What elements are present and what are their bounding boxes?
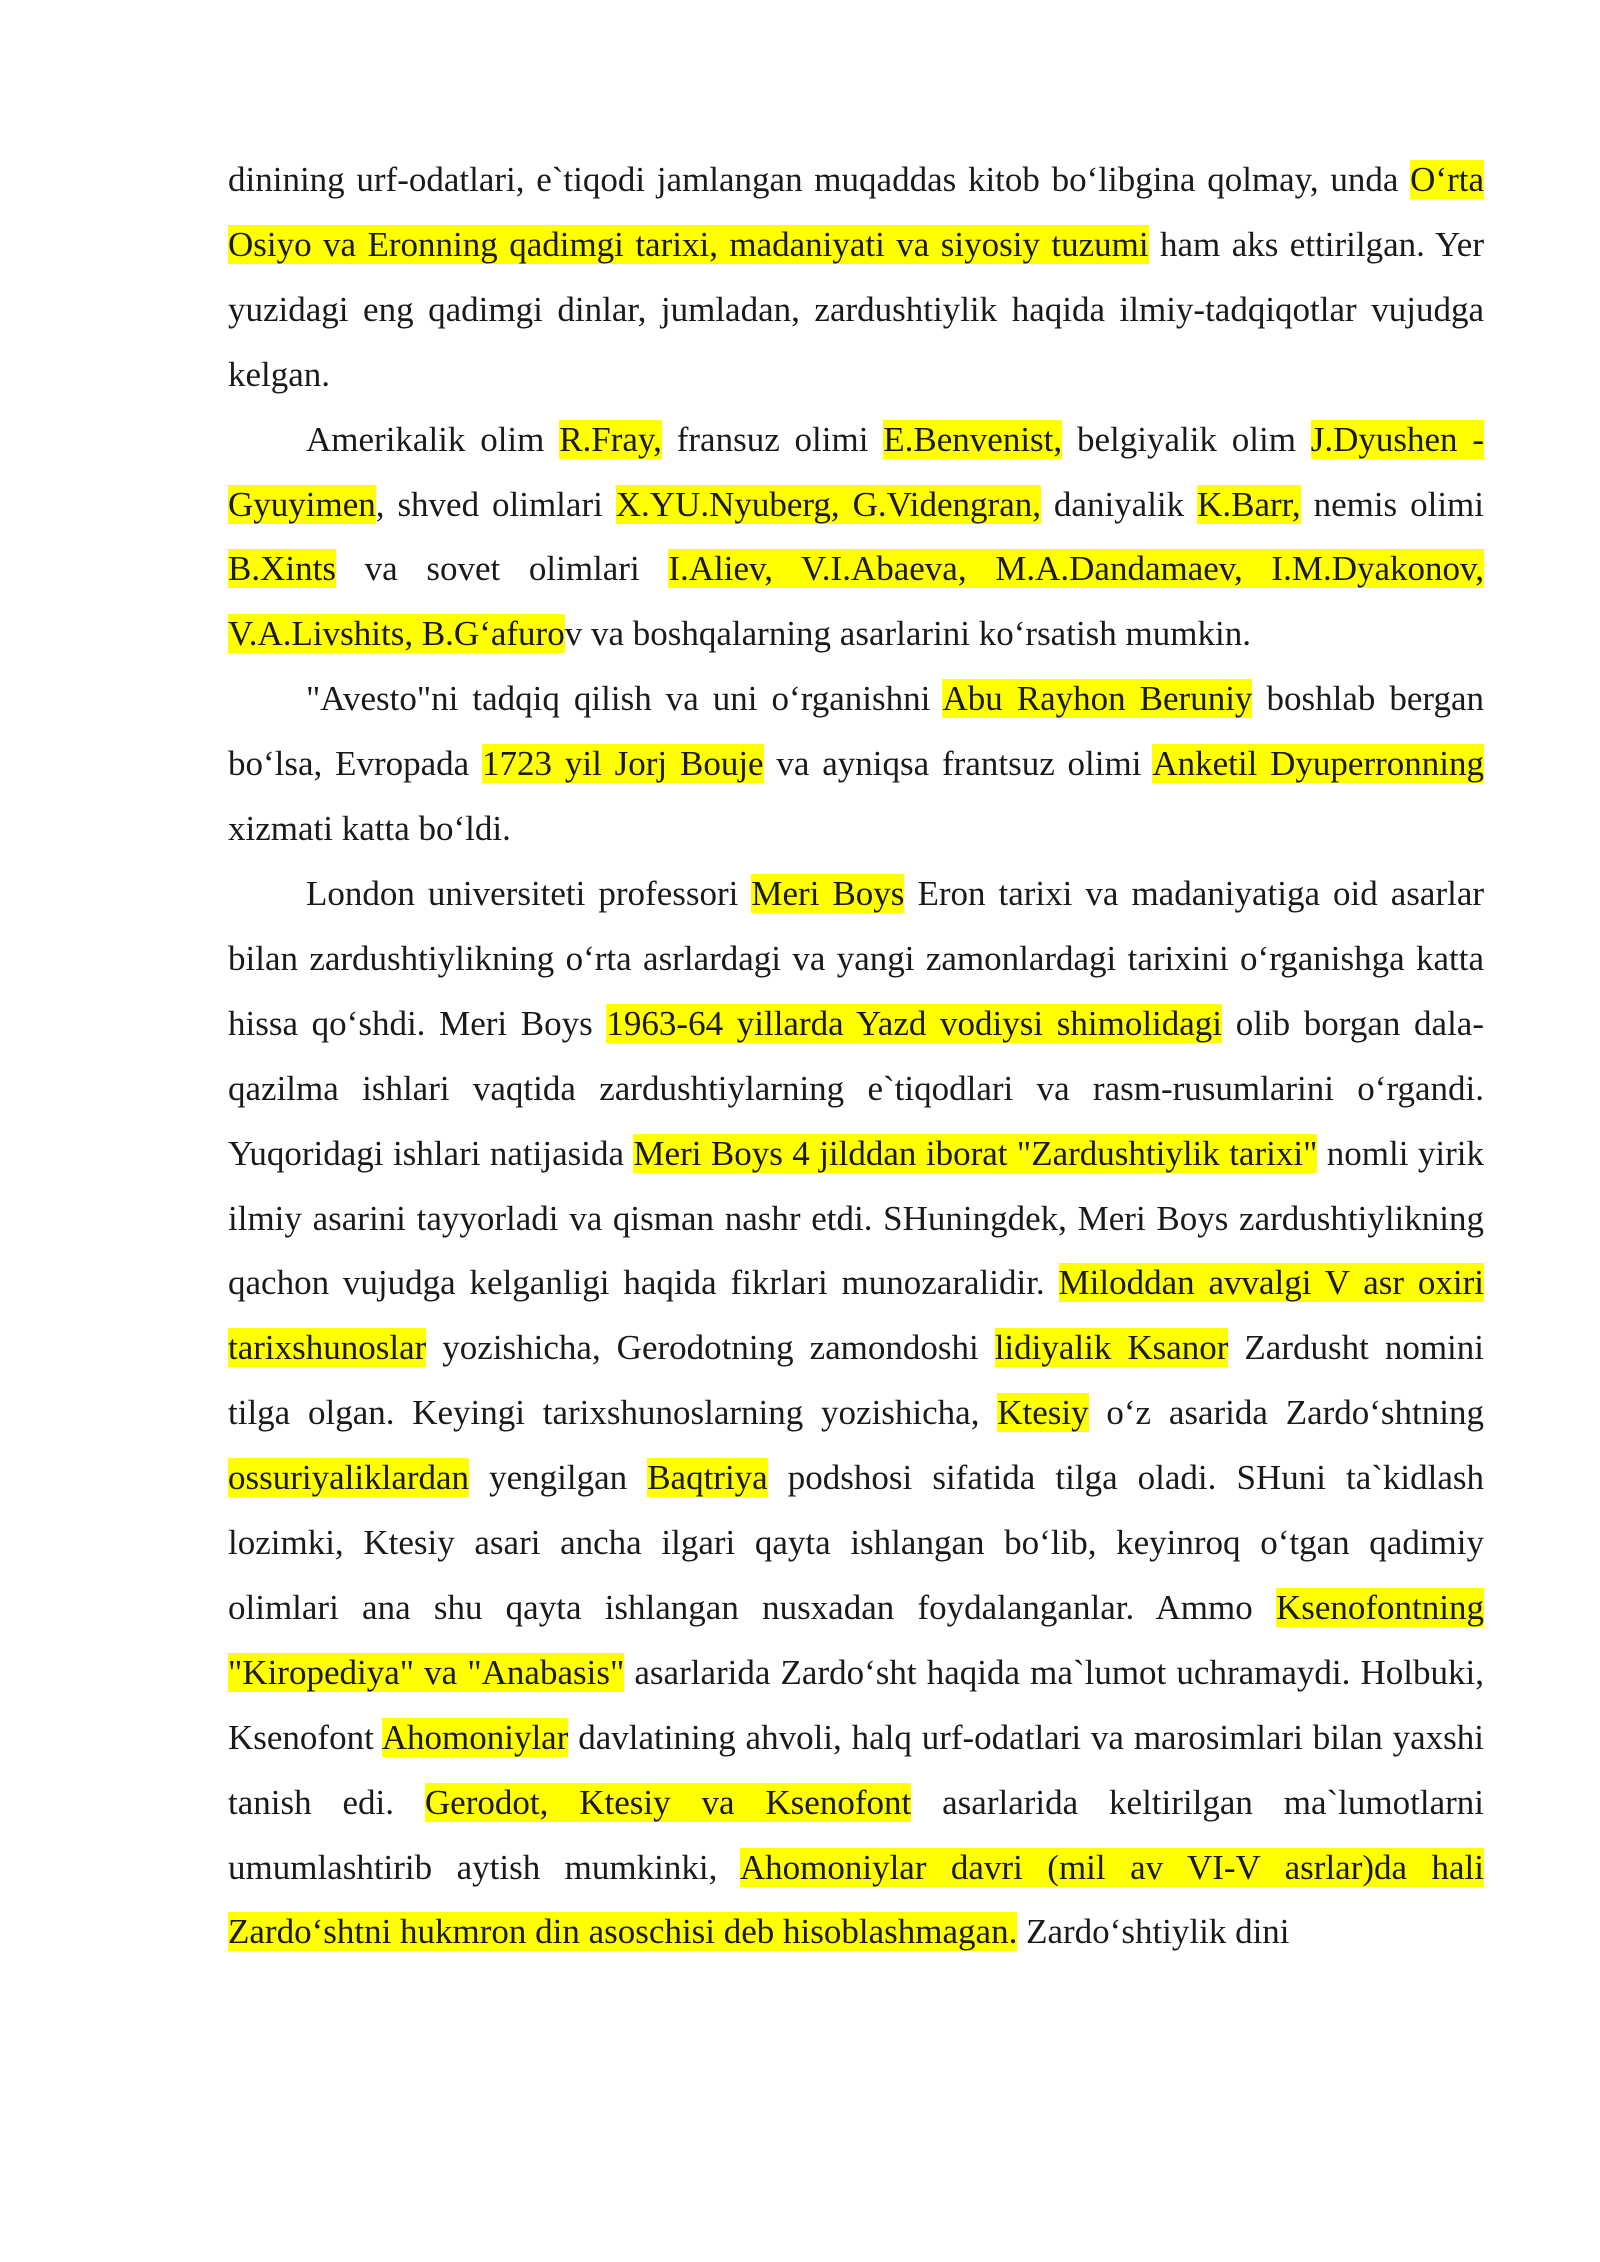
highlighted-text: Ksenofontning "Kiropediya" va "Anabasis" <box>228 1587 1484 1692</box>
document-page <box>228 148 1484 1965</box>
highlighted-text: Ktesiy <box>997 1393 1089 1433</box>
highlighted-text: Baqtriya <box>647 1458 768 1498</box>
highlighted-text: Meri Boys <box>751 873 905 913</box>
paragraph-1 <box>228 148 1484 408</box>
body-text: olib borgan dala-qazilma ishlari vaqtida zardushtiylarning e`tiqodlari va rasm-rusumlarini o‘rgandi. Yuqoridagi ishlari natijasida <box>228 1003 1484 1173</box>
body-text: xizmati katta bo‘ldi. <box>228 809 511 849</box>
body-text: nemis olimi <box>1300 484 1484 524</box>
body-text: davlatining ahvoli, halq urf-odatlari va marosimlari bilan yaxshi tanish edi. <box>228 1717 1484 1822</box>
highlighted-text: Meri Boys 4 jilddan iborat "Zardushtiylik tarixi" <box>633 1133 1318 1173</box>
highlighted-text: Gerodot, Ktesiy va Ksenofont <box>424 1782 912 1822</box>
body-text: Amerikalik olim <box>306 419 560 459</box>
paragraph-4 <box>228 862 1484 1965</box>
body-text: va ayniqsa frantsuz olimi <box>763 744 1153 784</box>
body-text: yozishicha, Gerodotning zamondoshi <box>426 1328 995 1368</box>
body-text: asarlarida keltirilgan ma`lumotlarni umumlashtirib aytish mumkinki, <box>228 1782 1484 1887</box>
body-text: fransuz olimi <box>661 419 884 459</box>
body-text: Zardo‘shtiylik dini <box>1017 1912 1290 1952</box>
highlighted-text: K.Barr, <box>1197 484 1301 524</box>
highlighted-text: Abu Rayhon Beruniy <box>942 679 1253 719</box>
highlighted-text: E.Benvenist, <box>883 419 1063 459</box>
body-text: London universiteti professori <box>306 873 752 913</box>
body-text: Zardusht nomini tilga olgan. Keyingi tarixshunoslarning yozishicha, <box>228 1328 1484 1433</box>
body-text: "Avesto"ni tadqiq qilish va uni o‘rganishni <box>306 679 943 719</box>
body-text: v va boshqalarning asarlarini ko‘rsatish mumkin. <box>564 614 1251 654</box>
highlighted-text: 1963-64 yillarda Yazd vodiysi shimolidagi <box>606 1003 1223 1043</box>
body-text: podshosi sifatida tilga oladi. SHuni ta`kidlash lozimki, Ktesiy asari ancha ilgari qayta ishlangan bo‘lib, keyinroq o‘tgan qadimiy olimlari ana shu qayta ishlangan nusxadan foydalanganlar. Ammo <box>228 1458 1484 1627</box>
highlighted-text: R.Fray, <box>559 419 662 459</box>
paragraph-2 <box>228 408 1484 668</box>
highlighted-text: 1723 yil Jorj Bouje <box>482 744 764 784</box>
highlighted-text: B.Xints <box>228 549 336 589</box>
body-text: nomli yirik ilmiy asarini tayyorladi va qisman nashr etdi. SHuningdek, Meri Boys zardushtiylikning qachon vujudga kelganligi haqida fikrlari munozaralidir. <box>228 1133 1484 1303</box>
highlighted-text: Ahomoniylar <box>381 1717 569 1757</box>
highlighted-text: O‘rta Osiyo va Eronning qadimgi tarixi, madaniyati va siyosiy tuzumi <box>228 160 1484 264</box>
body-text: o‘z asarida Zardo‘shtning <box>1088 1393 1484 1433</box>
paragraph-3 <box>228 667 1484 862</box>
body-text: dinining urf-odatlari, e`tiqodi jamlangan muqaddas kitob bo‘libgina qolmay, unda <box>228 160 1411 199</box>
body-text: ham aks ettirilgan. Yer yuzidagi eng qadimgi dinlar, jumladan, zardushtiylik haqida ilmiy-tadqiqotlar vujudga kelgan. <box>228 224 1484 394</box>
body-text: daniyalik <box>1040 484 1198 524</box>
highlighted-text: J.Dyushen - Gyuyimen <box>228 419 1485 524</box>
highlighted-text: Miloddan avvalgi V asr oxiri tarixshunoslar <box>228 1263 1485 1368</box>
body-text: Eron tarixi va madaniyatiga oid asarlar bilan zardushtiylikning o‘rta asrlardagi va yangi zamonlardagi tarixini o‘rganishga katta hissa qo‘shdi. Meri Boys <box>228 873 1485 1043</box>
highlighted-text: Anketil Dyuperronning <box>1152 744 1484 784</box>
body-text: yengilgan <box>469 1458 648 1498</box>
body-text: asarlarida Zardo‘sht haqida ma`lumot uchramaydi. Holbuki, Ksenofont <box>228 1652 1484 1757</box>
highlighted-text: Ahomoniylar davri (mil av VI-V asrlar)da hali Zardo‘shtni hukmron din asoschisi deb hisoblashmagan. <box>228 1847 1484 1952</box>
highlighted-text: lidiyalik Ksanor <box>994 1328 1229 1368</box>
body-text: va sovet olimlari <box>335 549 669 589</box>
body-text: , shved olimlari <box>375 484 616 524</box>
body-text: boshlab bergan bo‘lsa, Evropada <box>228 679 1484 784</box>
highlighted-text: ossuriyaliklardan <box>228 1458 470 1498</box>
body-text: belgiyalik olim <box>1062 419 1311 459</box>
highlighted-text: X.YU.Nyuberg, G.Videngran, <box>615 484 1041 524</box>
highlighted-text: I.Aliev, V.I.Abaeva, M.A.Dandamaev, I.M.Dyakonov, V.A.Livshits, B.G‘afuro <box>228 549 1484 654</box>
